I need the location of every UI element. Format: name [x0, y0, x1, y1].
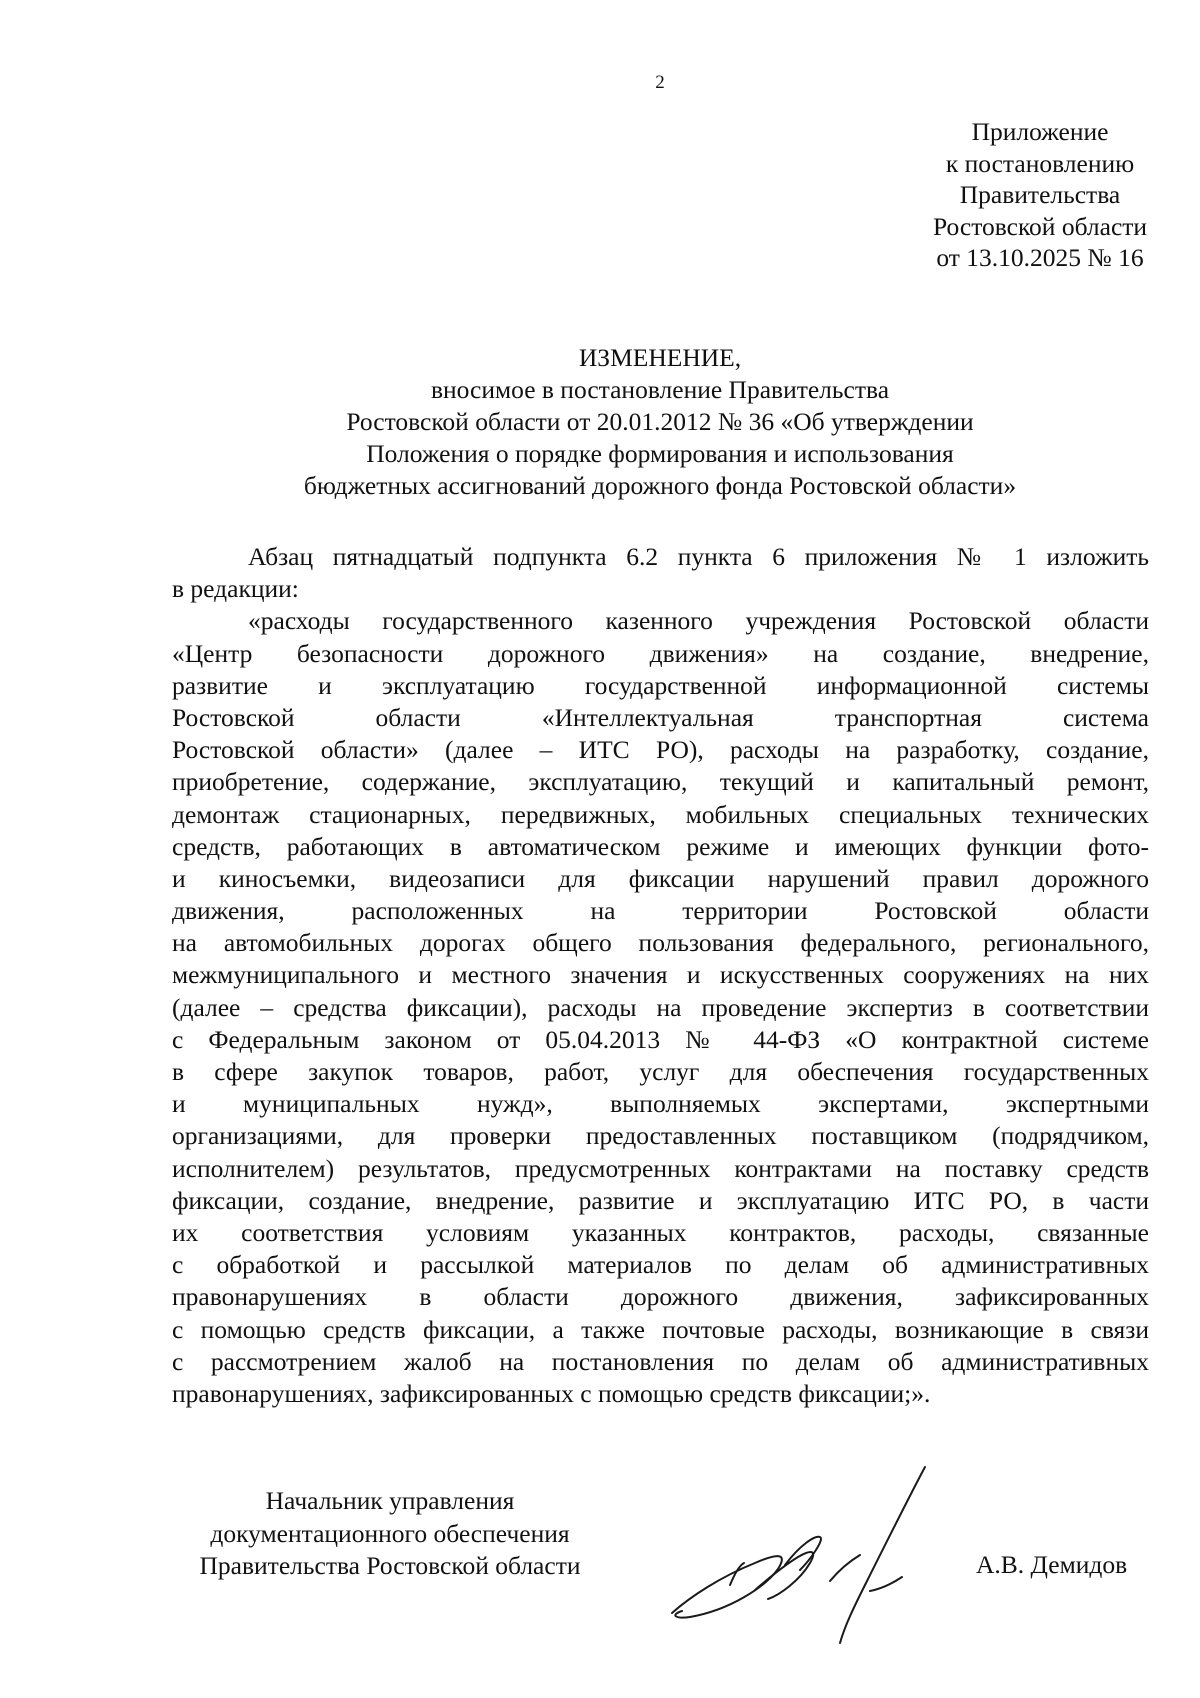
- position-line: Начальник управления: [265, 1486, 515, 1515]
- body-line: «Центр безопасности дорожного движения» на создание, внедрение,: [172, 638, 1149, 668]
- body-line: с Федеральным законом от 05.04.2013 № 44-ФЗ «О контрактной системе: [172, 1024, 1149, 1054]
- handwritten-signature: [660, 1465, 960, 1655]
- position-line: Правительства Ростовской области: [199, 1551, 581, 1580]
- body-line: исполнителем) результатов, предусмотренных контрактами на поставку средств: [172, 1153, 1149, 1183]
- title-line: бюджетных ассигнований дорожного фонда Ростовской области»: [303, 471, 1017, 500]
- page-number: 2: [655, 72, 665, 93]
- title-line: Положения о порядке формирования и использования: [366, 439, 954, 468]
- signatory-position: [160, 1485, 620, 1583]
- body-line: демонтаж стационарных, передвижных, мобильных специальных технических: [172, 799, 1149, 829]
- body-line: с помощью средств фиксации, а также почтовые расходы, возникающие в связи: [172, 1314, 1149, 1344]
- body-line: Ростовской области «Интеллектуальная транспортная система: [172, 702, 1149, 732]
- body-line: с рассмотрением жалоб на постановления по делам об административных: [172, 1346, 1149, 1376]
- appendix-line: Правительства: [959, 180, 1121, 209]
- body-line: движения, расположенных на территории Ростовской области: [172, 896, 1149, 926]
- body-line: фиксации, создание, внедрение, развитие и эксплуатацию ИТС РО, в части: [172, 1185, 1149, 1215]
- body-line: средств, работающих в автоматическом режиме и имеющих функции фото-: [172, 831, 1149, 861]
- appendix-header: [840, 116, 1200, 274]
- body-line: с обработкой и рассылкой материалов по делам об административных: [172, 1250, 1149, 1280]
- title-line: вносимое в постановление Правительства: [430, 375, 890, 404]
- body-line: Ростовской области» (далее – ИТС РО), расходы на разработку, создание,: [172, 735, 1149, 765]
- appendix-line: к постановлению: [945, 148, 1135, 178]
- body-line: межмуниципального и местного значения и искусственных сооружениях на них: [172, 960, 1149, 990]
- body-line: развитие и эксплуатацию государственной информационной системы: [172, 670, 1149, 700]
- signer-name: А.В. Демидов: [976, 1550, 1128, 1579]
- body-line: в редакции:: [172, 574, 299, 604]
- document-title: [160, 342, 1160, 502]
- body-line: и муниципальных нужд», выполняемых экспертами, экспертными: [172, 1089, 1149, 1119]
- body-line: приобретение, содержание, эксплуатацию, текущий и капитальный ремонт,: [172, 767, 1149, 797]
- appendix-line: Ростовской области: [932, 211, 1148, 241]
- body-line: Абзац пятнадцатый подпункта 6.2 пункта 6 приложения № 1 изложить: [248, 542, 1149, 571]
- title-line: Ростовской области от 20.01.2012 № 36 «Об утверждении: [346, 407, 974, 436]
- body-line: их соответствия условиям указанных контрактов, расходы, связанные: [172, 1217, 1149, 1247]
- body-line: правонарушениях, зафиксированных с помощью средств фиксации;».: [172, 1378, 931, 1408]
- body-line: (далее – средства фиксации), расходы на проведение экспертиз в соответствии: [172, 992, 1149, 1022]
- body-line: и киносъемки, видеозаписи для фиксации нарушений правил дорожного: [172, 863, 1149, 893]
- body-line: «расходы государственного казенного учреждения Ростовской области: [248, 606, 1149, 636]
- document-body: [172, 541, 1149, 1410]
- body-line: организациями, для проверки предоставленных поставщиком (подрядчиком,: [172, 1121, 1149, 1151]
- body-line: правонарушениях в области дорожного движения, зафиксированных: [172, 1282, 1149, 1312]
- body-line: на автомобильных дорогах общего пользования федерального, регионального,: [172, 928, 1149, 958]
- body-line: в сфере закупок товаров, работ, услуг для обеспечения государственных: [172, 1057, 1149, 1086]
- appendix-line: от 13.10.2025 № 16: [936, 243, 1144, 272]
- position-line: документационного обеспечения: [210, 1518, 570, 1548]
- appendix-line: Приложение: [971, 117, 1109, 146]
- title-heading: ИЗМЕНЕНИЕ,: [578, 343, 742, 372]
